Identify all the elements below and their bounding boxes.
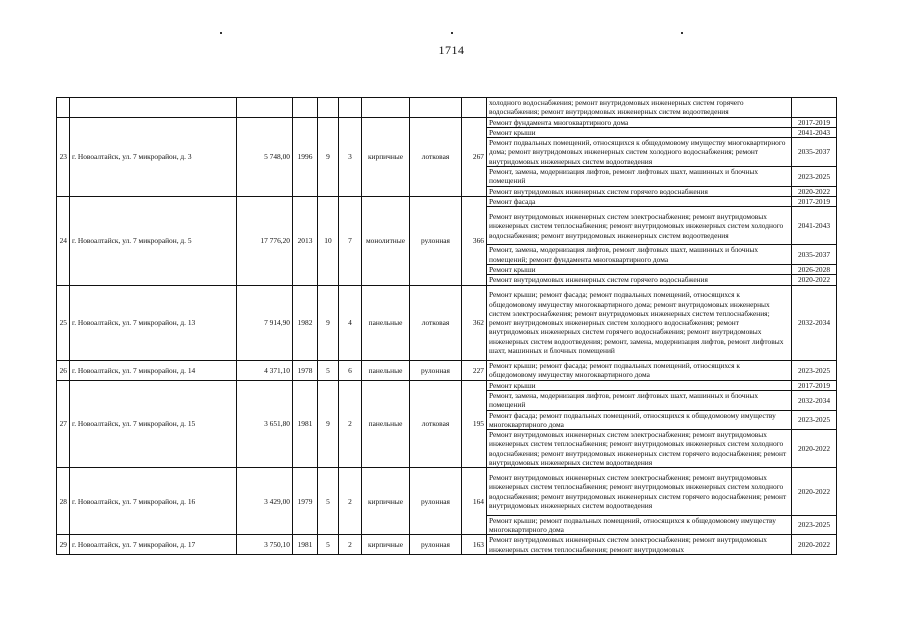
work-period: 2023-2025 (792, 410, 837, 430)
build-year: 1981 (293, 380, 318, 468)
table-row (57, 361, 837, 381)
apartment-count: 267 (462, 117, 487, 196)
floor-count: 5 (318, 468, 339, 535)
work-period: 2017-2019 (792, 117, 837, 127)
wall-material: кирпичные (362, 468, 410, 535)
work-period: 2026-2028 (792, 265, 837, 275)
work-description: Ремонт крыши; ремонт подвальных помещений, относящихся к общедомовому имуществу многоквартирного дома (487, 515, 792, 535)
work-period: 2035-2037 (792, 245, 837, 265)
work-description: Ремонт, замена, модернизация лифтов, ремонт лифтовых шахт, машинных и блочных помещений (487, 167, 792, 187)
roof-type: рулонная (410, 196, 462, 285)
work-description: Ремонт внутридомовых инженерных систем электроснабжения; ремонт внутридомовых инженерных систем теплоснабжения; ремонт внутридомовых инженерных систем холодного водоснабжения; ремонт внутридомовых инженерных систем горячего водоснабжения; ремонт внутридомовых инженерных систем водоотведения (487, 468, 792, 516)
wall-material: монолитные (362, 196, 410, 285)
work-period: 2017-2019 (792, 196, 837, 206)
row-number: 27 (57, 380, 70, 468)
wall-material: панельные (362, 361, 410, 381)
wall-material: панельные (362, 285, 410, 360)
work-description: Ремонт внутридомовых инженерных систем горячего водоснабжения (487, 275, 792, 285)
work-period: 2020-2022 (792, 186, 837, 196)
total-area: 5 748,00 (237, 117, 293, 196)
work-description: Ремонт крыши (487, 127, 792, 137)
wall-material: кирпичные (362, 117, 410, 196)
wall-material: кирпичные (362, 535, 410, 555)
work-period: 2041-2043 (792, 127, 837, 137)
entrance-count: 2 (339, 535, 362, 555)
floor-count: 5 (318, 535, 339, 555)
table-row (57, 380, 837, 390)
entrance-count: 7 (339, 196, 362, 285)
table-body (57, 98, 837, 555)
table-row (57, 535, 837, 555)
work-period: 2020-2022 (792, 535, 837, 555)
row-number: 25 (57, 285, 70, 360)
address: г. Новоалтайск, ул. 7 микрорайон, д. 5 (70, 196, 237, 285)
empty-cell (70, 98, 237, 118)
roof-type: рулонная (410, 535, 462, 555)
roof-type: лотковая (410, 380, 462, 468)
entrance-count: 4 (339, 285, 362, 360)
build-year: 1996 (293, 117, 318, 196)
table-row-continuation (57, 98, 837, 118)
housing-repair-table (56, 97, 837, 555)
work-description: Ремонт крыши (487, 380, 792, 390)
work-period: 2017-2019 (792, 380, 837, 390)
work-description: Ремонт фасада; ремонт подвальных помещений, относящихся к общедомовому имуществу многоквартирного дома (487, 410, 792, 430)
entrance-count: 6 (339, 361, 362, 381)
table-row (57, 285, 837, 360)
total-area: 4 371,10 (237, 361, 293, 381)
row-number: 28 (57, 468, 70, 535)
empty-cell (57, 98, 70, 118)
work-description: Ремонт крыши; ремонт фасада; ремонт подвальных помещений, относящихся к общедомовому имуществу многоквартирного дома; ремонт внутридомовых инженерных систем электроснабжения; ремонт внутридомовых инженерных систем теплоснабжения; ремонт внутридомовых инженерных систем холодного водоснабжения; ремонт внутридомовых инженерных систем горячего водоснабжения; ремонт внутридомовых инженерных систем водоотведения; ремонт, замена, модернизация лифтов, ремонт лифтовых шахт, машинных и блочных помещений (487, 285, 792, 360)
work-period: 2020-2022 (792, 468, 837, 516)
work-description: Ремонт внутридомовых инженерных систем горячего водоснабжения (487, 186, 792, 196)
roof-type: лотковая (410, 117, 462, 196)
work-period: 2041-2043 (792, 207, 837, 245)
table-row (57, 468, 837, 516)
row-number: 29 (57, 535, 70, 555)
apartment-count: 163 (462, 535, 487, 555)
empty-cell (362, 98, 410, 118)
scan-speck (681, 32, 683, 34)
work-period: 2032-2034 (792, 390, 837, 410)
address: г. Новоалтайск, ул. 7 микрорайон, д. 14 (70, 361, 237, 381)
work-description: Ремонт крыши (487, 265, 792, 275)
address: г. Новоалтайск, ул. 7 микрорайон, д. 15 (70, 380, 237, 468)
work-period: 2023-2025 (792, 361, 837, 381)
table-row (57, 196, 837, 206)
apartment-count: 227 (462, 361, 487, 381)
scan-speck (220, 32, 222, 34)
apartment-count: 362 (462, 285, 487, 360)
address: г. Новоалтайск, ул. 7 микрорайон, д. 16 (70, 468, 237, 535)
work-period: 2032-2034 (792, 285, 837, 360)
work-description: Ремонт крыши; ремонт фасада; ремонт подвальных помещений, относящихся к общедомовому имуществу многоквартирного дома (487, 361, 792, 381)
build-year: 1982 (293, 285, 318, 360)
scan-speck (451, 32, 453, 34)
work-period: 2020-2022 (792, 275, 837, 285)
total-area: 3 750,10 (237, 535, 293, 555)
total-area: 17 776,20 (237, 196, 293, 285)
work-description: Ремонт внутридомовых инженерных систем электроснабжения; ремонт внутридомовых инженерных систем теплоснабжения; ремонт внутридомовых инженерных систем холодного водоснабжения; ремонт внутридомовых инженерных систем водоотведения (487, 207, 792, 245)
work-period: 2020-2022 (792, 430, 837, 468)
work-description: Ремонт, замена, модернизация лифтов, ремонт лифтовых шахт, машинных и блочных помещений; ремонт фундамента многоквартирного дома (487, 245, 792, 265)
work-period: 2035-2037 (792, 138, 837, 167)
empty-cell (462, 98, 487, 118)
work-period: 2023-2025 (792, 515, 837, 535)
floor-count: 9 (318, 285, 339, 360)
address: г. Новоалтайск, ул. 7 микрорайон, д. 3 (70, 117, 237, 196)
row-number: 26 (57, 361, 70, 381)
entrance-count: 2 (339, 468, 362, 535)
floor-count: 10 (318, 196, 339, 285)
wall-material: панельные (362, 380, 410, 468)
floor-count: 9 (318, 380, 339, 468)
address: г. Новоалтайск, ул. 7 микрорайон, д. 13 (70, 285, 237, 360)
apartment-count: 164 (462, 468, 487, 535)
empty-cell (293, 98, 318, 118)
empty-cell (339, 98, 362, 118)
roof-type: лотковая (410, 285, 462, 360)
floor-count: 9 (318, 117, 339, 196)
work-description: Ремонт фундамента многоквартирного дома (487, 117, 792, 127)
row-number: 23 (57, 117, 70, 196)
work-description: Ремонт, замена, модернизация лифтов, ремонт лифтовых шахт, машинных и блочных помещений (487, 390, 792, 410)
entrance-count: 3 (339, 117, 362, 196)
total-area: 3 651,80 (237, 380, 293, 468)
work-period: 2023-2025 (792, 167, 837, 187)
build-year: 1979 (293, 468, 318, 535)
apartment-count: 366 (462, 196, 487, 285)
work-description: Ремонт внутридомовых инженерных систем электроснабжения; ремонт внутридомовых инженерных систем теплоснабжения; ремонт внутридомовых инженерных систем холодного водоснабжения; ремонт внутридомовых инженерных систем горячего водоснабжения; ремонт внутридомовых инженерных систем водоотведения (487, 430, 792, 468)
apartment-count: 195 (462, 380, 487, 468)
empty-cell (318, 98, 339, 118)
empty-cell (237, 98, 293, 118)
roof-type: рулонная (410, 468, 462, 535)
work-description: Ремонт подвальных помещений, относящихся к общедомовому имуществу многоквартирного дома; ремонт внутридомовых инженерных систем холодного водоснабжения; ремонт внутридомовых инженерных систем водоотведения (487, 138, 792, 167)
page-number: 1714 (438, 43, 465, 57)
total-area: 3 429,00 (237, 468, 293, 535)
work-description: холодного водоснабжения; ремонт внутридомовых инженерных систем горячего водоснабжения; ремонт внутридомовых инженерных систем водоотведения (487, 98, 792, 118)
build-year: 1981 (293, 535, 318, 555)
work-description: Ремонт фасада (487, 196, 792, 206)
build-year: 2013 (293, 196, 318, 285)
work-period (792, 98, 837, 118)
work-description: Ремонт внутридомовых инженерных систем электроснабжения; ремонт внутридомовых инженерных систем теплоснабжения; ремонт внутридомовых (487, 535, 792, 555)
address: г. Новоалтайск, ул. 7 микрорайон, д. 17 (70, 535, 237, 555)
roof-type: рулонная (410, 361, 462, 381)
empty-cell (410, 98, 462, 118)
build-year: 1978 (293, 361, 318, 381)
floor-count: 5 (318, 361, 339, 381)
total-area: 7 914,90 (237, 285, 293, 360)
table-row (57, 117, 837, 127)
entrance-count: 2 (339, 380, 362, 468)
row-number: 24 (57, 196, 70, 285)
